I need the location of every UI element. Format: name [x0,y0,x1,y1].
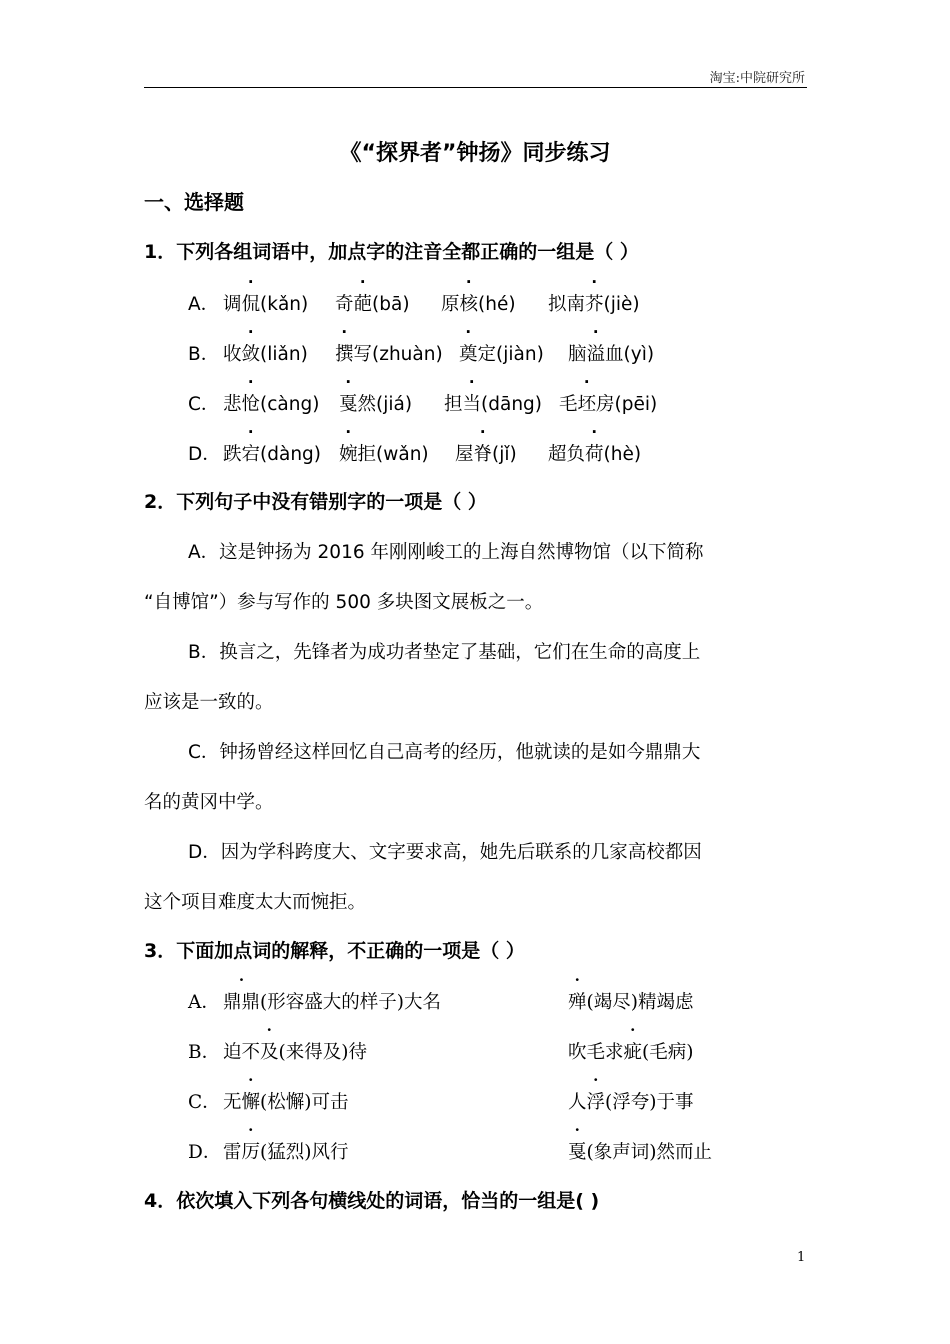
option-item: 奇葩(bā) [335,290,410,316]
option-item: 脑溢血(yì) [568,340,654,366]
option-item: 迫不及(来得及)待 [223,1038,367,1064]
question-1-stem: 1．下列各组词语中，加点字的注音全都正确的一组是（ ） [144,241,639,263]
option-item: 跌宕(dàng) [223,440,321,466]
dotted-char: 当 [462,394,482,415]
dotted-char: 怆 [241,394,261,415]
header-rule [144,87,807,88]
question-2-option-b: B．换言之，先锋者为成功者垫定了基础，它们在生命的高度上 [188,642,701,663]
dotted-char: 厉 [241,1142,261,1163]
question-2-option-d: D．因为学科跨度大、文字要求高，她先后联系的几家高校都因 [188,842,702,863]
option-item: 吹毛求疵(毛病) [568,1038,693,1064]
option-item: 戛(象声词)然而止 [568,1138,712,1164]
dotted-char: 疵 [623,1042,643,1063]
dotted-char: 芥 [585,294,604,315]
dotted-char: 浮 [586,1092,606,1113]
dotted-char: 及 [260,1042,279,1063]
option-item: 调侃(kǎn) [223,290,308,316]
dotted-char: 侃 [241,294,261,315]
dotted-char: 荷 [585,444,604,465]
question-3-stem: 3．下面加点词的解释，不正确的一项是（ ） [144,940,525,962]
dotted-char: 鼎鼎 [223,992,261,1013]
section-heading: 一、选择题 [144,190,244,214]
question-2-option-b-cont: 应该是一致的。 [144,692,274,713]
question-2-option-a-cont: “自博馆”）参与写作的 500 多块图文展板之一。 [144,592,544,613]
dotted-char: 脊 [473,444,493,465]
option-letter: A． [188,294,220,315]
option-item: 撰写(zhuàn) [335,340,443,366]
dotted-char: 葩 [353,294,373,315]
dotted-char: 坯 [577,394,597,415]
option-item: 鼎鼎(形容盛大的样子)大名 [223,988,441,1014]
option-item: 悲怆(càng) [223,390,319,416]
question-2-option-c-cont: 名的黄冈中学。 [144,792,274,813]
dotted-char: 核 [459,294,479,315]
question-2-stem: 2．下列句子中没有错别字的一项是（ ） [144,491,487,513]
dotted-char: 懈 [241,1092,261,1113]
question-2-option-d-cont: 这个项目难度太大而惋拒。 [144,892,367,913]
dotted-char: 撰 [335,344,354,365]
question-2-option-c: C．钟扬曾经这样回忆自己高考的经历，他就读的是如今鼎鼎大 [188,742,701,763]
option-letter: C． [188,394,220,415]
option-item: 收敛(liǎn) [223,340,308,366]
option-letter: B． [188,1042,221,1063]
option-item: 拟南芥(jiè) [548,290,640,316]
dotted-char: 宕 [241,444,261,465]
option-letter: D． [188,1142,222,1163]
option-item: 婉拒(wǎn) [339,440,429,466]
option-letter: B． [188,344,220,365]
question-2-option-a: A．这是钟扬为 2016 年刚刚峻工的上海自然博物馆（以下简称 [188,542,704,563]
dotted-char: 戛 [568,1142,587,1163]
page-title: 《“探界者”钟扬》同步练习 [339,141,611,166]
dotted-char: 殚 [568,992,587,1013]
option-item: 殚(竭尽)精竭虑 [568,988,693,1014]
page-number: 1 [797,1250,806,1265]
option-item: 戛然(jiá) [339,390,412,416]
dotted-char: 戛 [339,394,358,415]
dotted-char: 奠 [459,344,478,365]
dotted-char: 溢 [586,344,606,365]
page-header-text: 淘宝:中院研究所 [709,71,805,86]
option-item: 雷厉(猛烈)风行 [223,1138,348,1164]
option-item: 原核(hé) [441,290,516,316]
option-letter: C． [188,1092,221,1113]
question-4-stem: 4．依次填入下列各句横线处的词语，恰当的一组是( ) [144,1190,600,1212]
dotted-char: 婉 [339,444,358,465]
option-item: 无懈(松懈)可击 [223,1088,348,1114]
option-item: 超负荷(hè) [548,440,641,466]
option-item: 人浮(浮夸)于事 [568,1088,693,1114]
dotted-char: 敛 [241,344,261,365]
option-item: 担当(dāng) [444,390,542,416]
option-item: 屋脊(jǐ) [455,440,517,466]
option-item: 毛坯房(pēi) [559,390,657,416]
option-letter: D． [188,444,221,465]
option-letter: A． [188,992,220,1013]
option-item: 奠定(jiàn) [459,340,544,366]
